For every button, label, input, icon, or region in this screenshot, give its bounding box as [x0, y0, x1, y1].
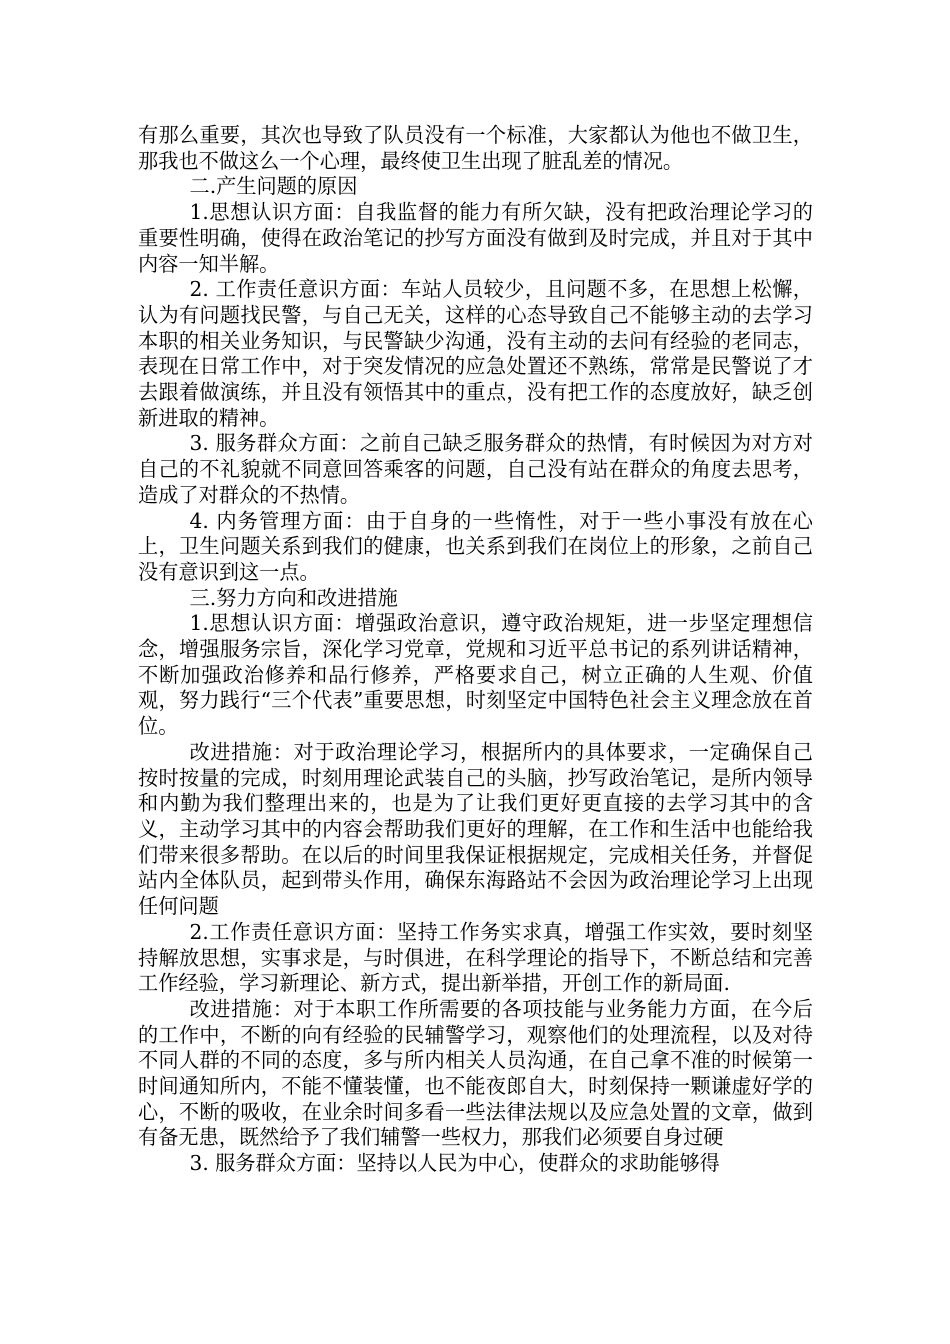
paragraph-cause-ideology: 1.思想认识方面：自我监督的能力有所欠缺，没有把政治理论学习的重要性明确，使得在政治笔记的抄写方面没有做到及时完成，并且对于其中内容一知半解。 — [138, 200, 813, 276]
section-heading-causes: 二.产生问题的原因 — [189, 174, 358, 199]
paragraph-cause-housekeeping: 4. 内务管理方面：由于自身的一些惰性，对于一些小事没有放在心上，卫生问题关系到我们的健康，也关系到我们在岗位上的形象，之前自己没有意识到这一点。 — [138, 508, 813, 584]
paragraph-cause-responsibility: 2. 工作责任意识方面：车站人员较少，且问题不多，在思想上松懈，认为有问题找民警，与自己无关，这样的心态导致自己不能够主动的去学习本职的相关业务知识，与民警缺少沟通，没有主动的去问有经验的老同志，表现在日常工作中，对于突发情况的应急处置还不熟练，常常是民警说了才去跟着做演练，并且没有领悟其中的重点，没有把工作的态度放好，缺乏创新进取的精神。 — [138, 277, 813, 430]
paragraph-cause-service: 3. 服务群众方面：之前自己缺乏服务群众的热情，有时候因为对方对自己的不礼貌就不同意回答乘客的问题，自己没有站在群众的角度去思考，造成了对群众的不热情。 — [138, 431, 813, 507]
paragraph-improve-responsibility: 2.工作责任意识方面：坚持工作务实求真，增强工作实效，要时刻坚持解放思想，实事求是，与时俱进，在科学理论的指导下，不断总结和完善工作经验，学习新理论、新方式，提出新举措，开创工作的新局面. — [138, 919, 813, 996]
document-page — [138, 123, 813, 1177]
paragraph-measures-responsibility: 改进措施：对于本职工作所需要的各项技能与业务能力方面，在今后的工作中，不断的向有经验的民辅警学习，观察他们的处理流程，以及对待不同人群的不同的态度，多与所内相关人员沟通，在自己拿不准的时候第一时间通知所内，不能不懂装懂，也不能夜郎自大，时刻保持一颗谦虚好学的心，不断的吸收，在业余时间多看一些法律法规以及应急处置的文章，做到有备无患，既然给予了我们辅警一些权力，那我们必须要自身过硬 — [138, 996, 813, 1150]
paragraph-measures-ideology: 改进措施：对于政治理论学习，根据所内的具体要求，一定确保自己按时按量的完成，时刻用理论武装自己的头脑，抄写政治笔记，是所内领导和内勤为我们整理出来的，也是为了让我们更好更直接的去学习其中的含义，主动学习其中的内容会帮助我们更好的理解，在工作和生活中也能给我们带来很多帮助。在以后的时间里我保证根据规定，完成相关任务，并督促站内全体队员，起到带头作用，确保东海路站不会因为政治理论学习上出现任何问题 — [138, 739, 813, 919]
paragraph-continuation: 有那么重要，其次也导致了队员没有一个标准，大家都认为他也不做卫生，那我也不做这么一个心理，最终使卫生出现了脏乱差的情况。 — [138, 123, 813, 173]
section-heading-improvements: 三.努力方向和改进措施 — [189, 585, 398, 610]
paragraph-improve-service: 3. 服务群众方面：坚持以人民为中心，使群众的求助能够得 — [189, 1151, 720, 1176]
paragraph-improve-ideology: 1.思想认识方面：增强政治意识，遵守政治规矩，进一步坚定理想信念，增强服务宗旨，深化学习党章，党规和习近平总书记的系列讲话精神，不断加强政治修养和品行修养，严格要求自己，树立正确的人生观、价值观，努力践行“三个代表”重要思想，时刻坚定中国特色社会主义理念放在首位。 — [138, 611, 813, 739]
